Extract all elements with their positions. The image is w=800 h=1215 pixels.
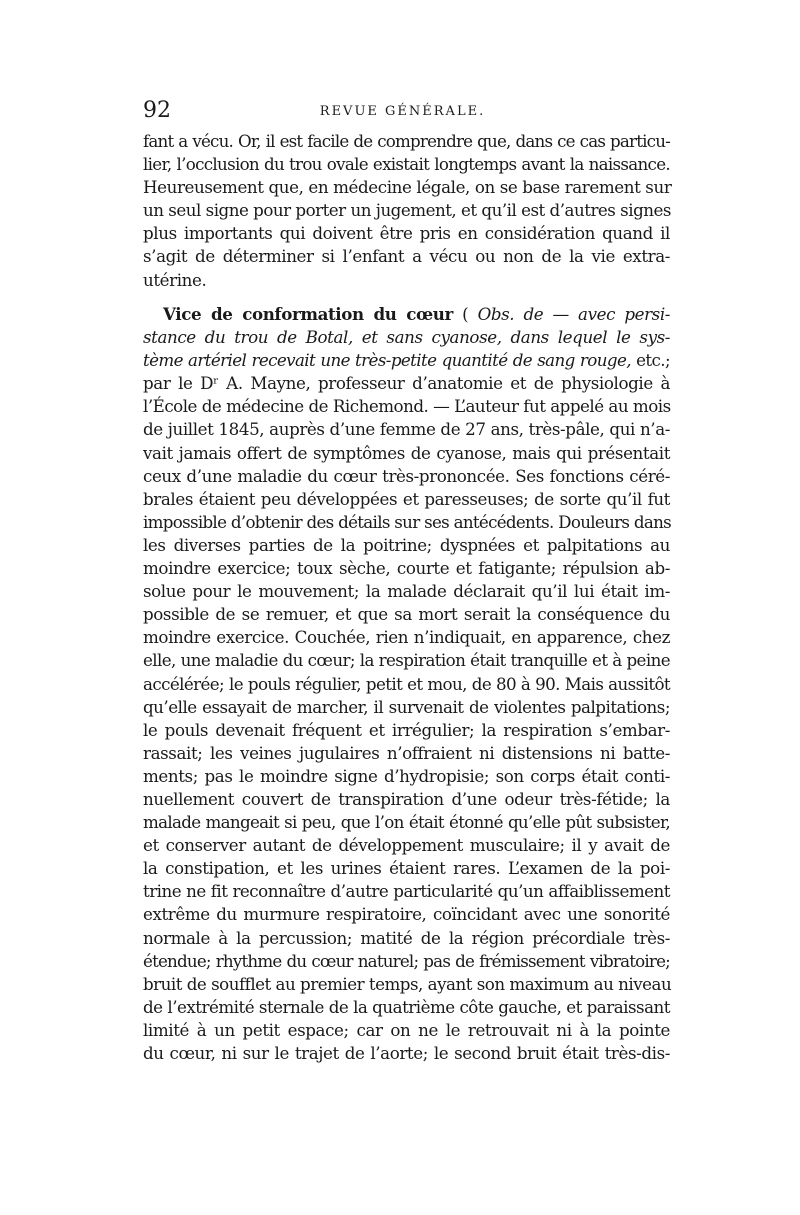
text-line: la constipation, et les urines étaient rares. L’examen de la poi- — [143, 858, 670, 879]
text-line: solue pour le mouvement; la malade déclarait qu’il lui était im- — [143, 581, 670, 602]
text-line: limité à un petit espace; car on ne le retrouvait ni à la pointe — [143, 1019, 670, 1040]
text-line: lier, l’occlusion du trou ovale existait longtemps avant la naissance. — [143, 154, 670, 175]
text-line: nuellement couvert de transpiration d’une odeur très-fétide; la — [143, 788, 670, 809]
text-line: utérine. — [143, 269, 207, 290]
paragraph-continuation — [143, 130, 670, 292]
text-line: accélérée; le pouls régulier, petit et mou, de 80 à 90. Mais aussitôt — [143, 673, 670, 694]
text-line: de l’extrémité sternale de la quatrième côte gauche, et paraissant — [143, 996, 671, 1017]
text-line: plus importants qui doivent être pris en considération quand il — [143, 223, 670, 244]
text-line: malade mangeait si peu, que l’on était étonné qu’elle pût subsister, — [143, 812, 670, 833]
text-line: bruit de soufflet au premier temps, ayant son maximum au niveau — [143, 973, 672, 994]
text-line: l’École de médecine de Richemond. — L’auteur fut appelé au mois — [143, 396, 671, 417]
text-line: vait jamais offert de symptômes de cyanose, mais qui présentait — [143, 442, 670, 463]
text-line: du cœur, ni sur le trajet de l’aorte; le second bruit était très-dis- — [143, 1043, 670, 1063]
heading-subtitle-line — [143, 349, 670, 372]
heading-subtitle: Obs. de — avec persi- — [477, 304, 670, 324]
text-line: un seul signe pour porter un jugement, et qu’il est d’autres signes — [143, 200, 671, 221]
text-line: de juillet 1845, auprès d’une femme de 27 ans, très-pâle, qui n’a- — [143, 419, 670, 440]
text-line: normale à la percussion; matité de la région précordiale très- — [143, 927, 670, 948]
text-line: par le Dʳ A. Mayne, professeur d’anatomie et de physiologie à — [143, 373, 670, 394]
running-head — [143, 98, 662, 128]
heading-subtitle-line: stance du trou de Botal, et sans cyanose, dans lequel le sys- — [143, 327, 670, 348]
text-line: moindre exercice. Couchée, rien n’indiquait, en apparence, chez — [143, 627, 670, 648]
text-line: Heureusement que, en médecine légale, on se base rarement sur — [143, 177, 672, 198]
text-line: les diverses parties de la poitrine; dyspnées et palpitations au — [143, 534, 670, 555]
text-line: fant a vécu. Or, il est facile de comprendre que, dans ce cas particu- — [143, 131, 670, 151]
text-line: étendue; rhythme du cœur naturel; pas de frémissement vibratoire; — [143, 950, 670, 971]
text-line: elle, une maladie du cœur; la respiration était tranquille et à peine — [143, 650, 670, 671]
text-line: extrême du murmure respiratoire, coïncidant avec une sonorité — [143, 904, 670, 925]
heading-etc: etc.; — [630, 350, 670, 371]
text-line: ments; pas le moindre signe d’hydropisie; son corps était conti- — [143, 765, 670, 786]
running-title: REVUE GÉNÉRALE. — [319, 104, 486, 119]
text-line: moindre exercice; toux sèche, courte et fatigante; répulsion ab- — [143, 558, 670, 579]
text-line: impossible d’obtenir des détails sur ses antécédents. Douleurs dans — [143, 511, 672, 532]
text-line: rassait; les veines jugulaires n’offraient ni distensions ni batte- — [143, 742, 670, 763]
text-line: s’agit de déterminer si l’enfant a vécu ou non de la vie extra- — [143, 246, 670, 267]
text-line: trine ne fit reconnaître d’autre particularité qu’un affaiblissement — [143, 881, 670, 902]
article-vice-de-conformation — [143, 303, 670, 1065]
page-number: 92 — [143, 98, 171, 123]
text-line: qu’elle essayait de marcher, il survenait de violentes palpitations; — [143, 696, 670, 717]
text-line: brales étaient peu développées et paresseuses; de sorte qu’il fut — [143, 488, 670, 509]
text-line: le pouls devenait fréquent et irrégulier; la respiration s’embar- — [143, 719, 670, 740]
article-heading: Vice de conformation du cœur — [163, 304, 453, 324]
text-line: et conserver autant de développement musculaire; il y avait de — [143, 835, 670, 856]
text-line: possible de se remuer, et que sa mort serait la conséquence du — [143, 604, 670, 625]
heading-paren: ( — [452, 304, 478, 324]
article-heading-line — [143, 303, 670, 326]
text-line: ceux d’une maladie du cœur très-prononcée. Ses fonctions céré- — [143, 465, 670, 486]
heading-subtitle-end: tème artériel recevait une très-petite quantité de sang rouge, — [143, 350, 631, 371]
